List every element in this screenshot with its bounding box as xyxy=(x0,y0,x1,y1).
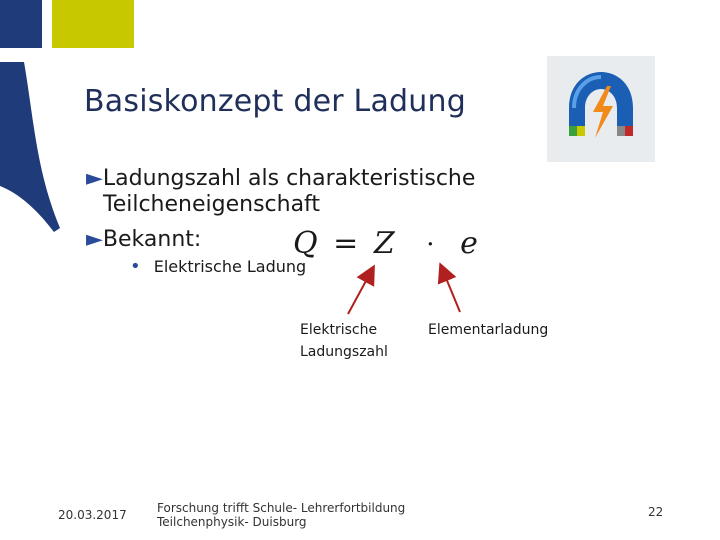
arrow-to-e xyxy=(441,266,460,312)
bullet-1-line1: Ladungszahl als charakteristische xyxy=(102,166,476,191)
page-number: 22 xyxy=(648,505,664,519)
footer-line2: Teilchenphysik- Duisburg xyxy=(157,515,307,529)
arrow-to-z xyxy=(348,268,373,314)
bullet-2-text: Bekannt: xyxy=(102,227,202,252)
footer-date: 20.03.2017 xyxy=(58,508,127,522)
footer-line1: Forschung trifft Schule- Lehrerfortbildung xyxy=(157,501,406,515)
formula-z: Z xyxy=(373,226,395,261)
formula-equals: = xyxy=(333,226,359,261)
bullet-arrow-icon: ► xyxy=(86,227,103,252)
bullet-1-line2: Teilcheneigenschaft xyxy=(103,192,321,217)
z-annotation-line2: Ladungszahl xyxy=(300,344,388,360)
e-annotation: Elementarladung xyxy=(428,322,549,338)
bullet-dot-icon: • xyxy=(130,256,141,277)
bullet-arrow-icon: ► xyxy=(86,166,103,191)
z-annotation-line1: Elektrische xyxy=(300,322,378,338)
formula-dot: · xyxy=(426,230,435,260)
formula-q: Q xyxy=(293,226,318,261)
footer-text xyxy=(157,501,405,529)
z-annotation xyxy=(300,319,388,363)
formula-e: e xyxy=(460,226,478,261)
sub-bullet-text: Elektrische Ladung xyxy=(153,257,307,276)
slide-title: Basiskonzept der Ladung xyxy=(84,84,466,119)
